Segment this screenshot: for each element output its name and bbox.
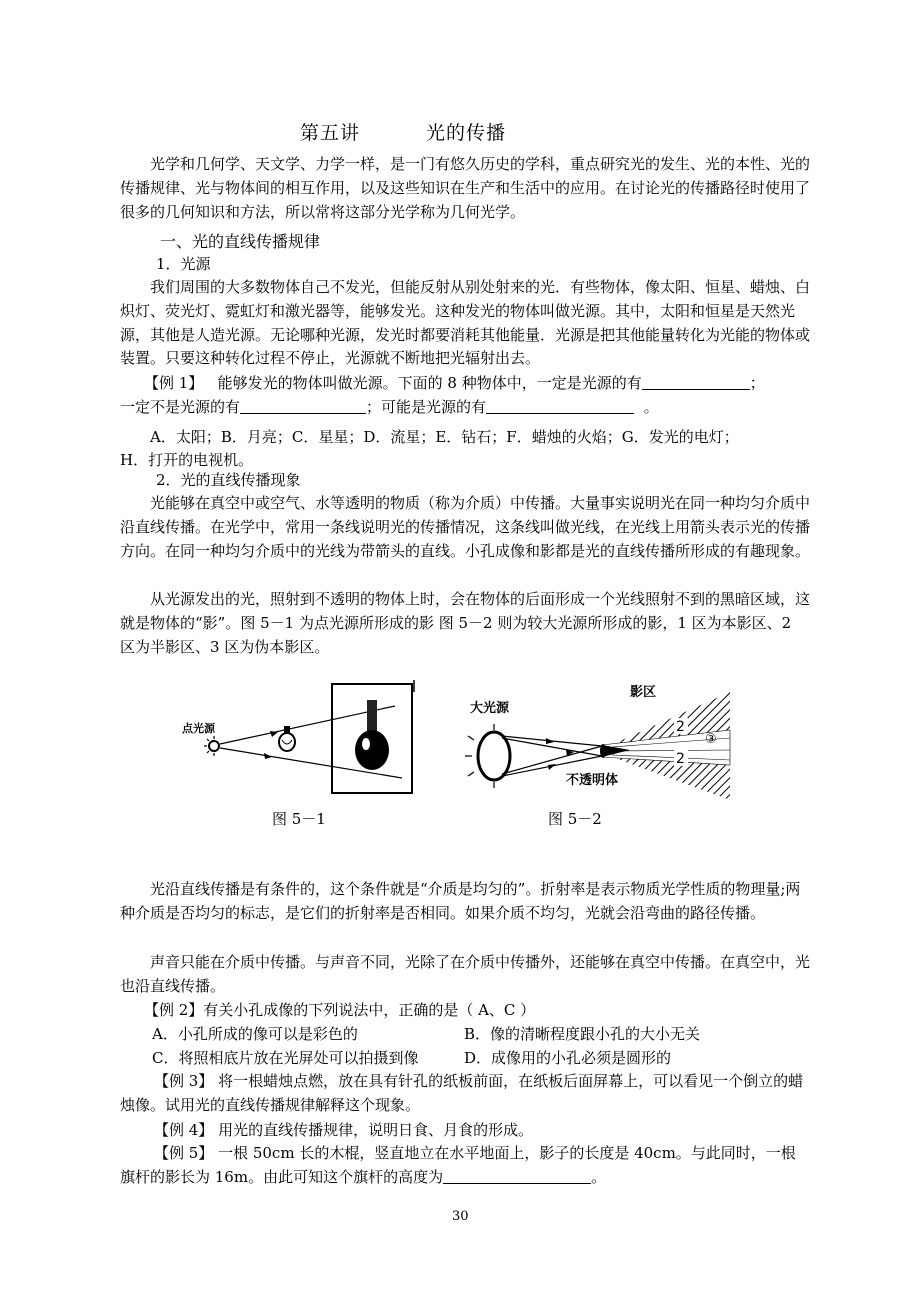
example-1-tag: 【例 1】 (144, 374, 204, 392)
figure-5-2-caption: 图 5－2 (548, 810, 602, 828)
zone-3-label: ③ (705, 732, 717, 747)
figure-5-1-diagram (180, 678, 430, 803)
example-2-option-a: A．小孔所成的像可以是彩色的 (152, 1024, 358, 1043)
big-source-label: 大光源 (470, 701, 510, 716)
example-1-end: 。 (643, 397, 659, 416)
page-number: 30 (452, 1209, 469, 1224)
point-source-label: 点光源 (182, 722, 215, 735)
example-2-stem: 【例 2】有关小孔成像的下列说法中，正确的是（ A、C ） (144, 1001, 536, 1019)
example-2-option-d: D．成像用的小孔必须是圆形的 (464, 1048, 672, 1067)
bulb-shadow-icon (355, 700, 389, 770)
shadow-paragraph: 从光源发出的光，照射到不透明的物体上时，会在物体的后面形成一个光线照射不到的黑暗区域，这就是物体的“影”。图 5－1 为点光源所形成的影 图 5－2 则为较大光源所形成的影，1 区为本影区、2 区为半影区、3 区为伪本影区。 (120, 590, 811, 656)
example-1-q1: 能够发光的物体叫做光源。下面的 8 种物体中，一定是光源的有 (217, 374, 642, 392)
example-1 (120, 372, 810, 473)
example-2-option-b: B．像的清晰程度跟小孔的大小无关 (464, 1024, 701, 1043)
answer-blank-not[interactable] (240, 398, 366, 414)
page-title (300, 118, 506, 145)
example-1-q2-part: ； (749, 374, 765, 392)
figure-5-1-caption: 图 5－1 (272, 810, 326, 828)
intro-paragraph: 光学和几何学、天文学、力学一样，是一门有悠久历史的学科，重点研究光的发生、光的本性、光的传播规律、光与物体间的相互作用，以及这些知识在生产和生活中的应用。在讨论光的传播路径时使用了很多的几何知识和方法，所以常将这部分光学称为几何光学。 (120, 155, 811, 221)
zone-2-upper-label: 2 (676, 719, 685, 735)
answer-blank-flagpole[interactable] (443, 1168, 591, 1184)
example-2-option-c: C．将照相底片放在光屏处可以拍摄到像 (152, 1048, 419, 1067)
example-1-options-line2: H．打开的电视机。 (120, 451, 254, 470)
answer-blank-maybe[interactable] (486, 398, 634, 414)
example-5 (120, 1142, 810, 1190)
opaque-object-icon (600, 744, 606, 758)
example-5-end: 。 (591, 1167, 607, 1186)
lecture-name: 光的传播 (426, 122, 507, 144)
light-source-paragraph: 我们周围的大多数物体自己不发光，但能反射从别处射来的光．有些物体，像太阳、恒星、蜡烛、白炽灯、荧光灯、霓虹灯和激光器等，能够发光。这种发光的物体叫做光源。其中，太阳和恒星是天然光源，其他是人造光源。无论哪种光源，发光时都要消耗其他能量．光源是把其他能量转化为光能的物体或装置。只要这种转化过程不停止，光源就不断地把光辐射出去。 (120, 278, 811, 368)
sound-paragraph: 声音只能在介质中传播。与声音不同，光除了在介质中传播外，还能够在真空中传播。在真空中，光也沿直线传播。 (120, 953, 811, 995)
lecture-number: 第五讲 (300, 122, 361, 144)
zone-2-lower-label: 2 (676, 751, 685, 767)
shadow-zone-label: 影区 (630, 685, 657, 700)
arrow-upper-icon (270, 731, 278, 737)
subheading-light-source: 1．光源 (156, 255, 211, 273)
example-2 (120, 999, 810, 1070)
example-5-text: 【例 5】 一根 50cm 长的木棍，竖直地立在水平地面上，影子的长度是 40cm。与此同时，一根旗杆的影长为 16m。由此可知这个旗杆的高度为 (120, 1144, 796, 1186)
opaque-object-label: 不透明体 (566, 773, 619, 788)
bulb-object-icon (279, 726, 295, 751)
subheading-linear: 2．光的直线传播现象 (156, 471, 301, 489)
ray-arrow-2-icon (548, 764, 556, 770)
linear-propagation-paragraph: 光能够在真空中或空气、水等透明的物质（称为介质）中传播。大量事实说明光在同一种均匀介质中沿直线传播。在光学中，常用一条线说明光的传播情况，这条线叫做光线，在光线上用箭头表示光的传播方向。在同一种均匀介质中的光线为带箭头的直线。小孔成像和影都是光的直线传播所形成的有趣现象。 (120, 494, 811, 560)
example-4: 【例 4】 用光的直线传播规律，说明日食、月食的形成。 (154, 1121, 534, 1139)
condition-paragraph: 光沿直线传播是有条件的，这个条件就是“介质是均匀的”。折射率是表示物质光学性质的物理量;两种介质是否均匀的标志，是它们的折射率是否相同。如果介质不均匀，光就会沿弯曲的路径传播。 (120, 880, 801, 922)
section-heading-1: 一、光的直线传播规律 (160, 232, 321, 251)
answer-blank-definite[interactable] (642, 374, 750, 390)
point-source-icon (209, 741, 219, 751)
example-1-options-line1: A．太阳；B．月亮；C．星星；D．流星；E．钻石；F．蜡烛的火焰；G．发光的电灯； (150, 427, 739, 446)
example-1-q3: ；可能是光源的有 (366, 397, 487, 416)
example-1-q2: 一定不是光源的有 (120, 397, 241, 416)
example-3: 【例 3】 将一根蜡烛点燃，放在具有针孔的纸板前面，在纸板后面屏幕上，可以看见一个倒立的蜡烛像。试用光的直线传播规律解释这个现象。 (120, 1072, 804, 1114)
figure-5-2-diagram (462, 680, 737, 800)
